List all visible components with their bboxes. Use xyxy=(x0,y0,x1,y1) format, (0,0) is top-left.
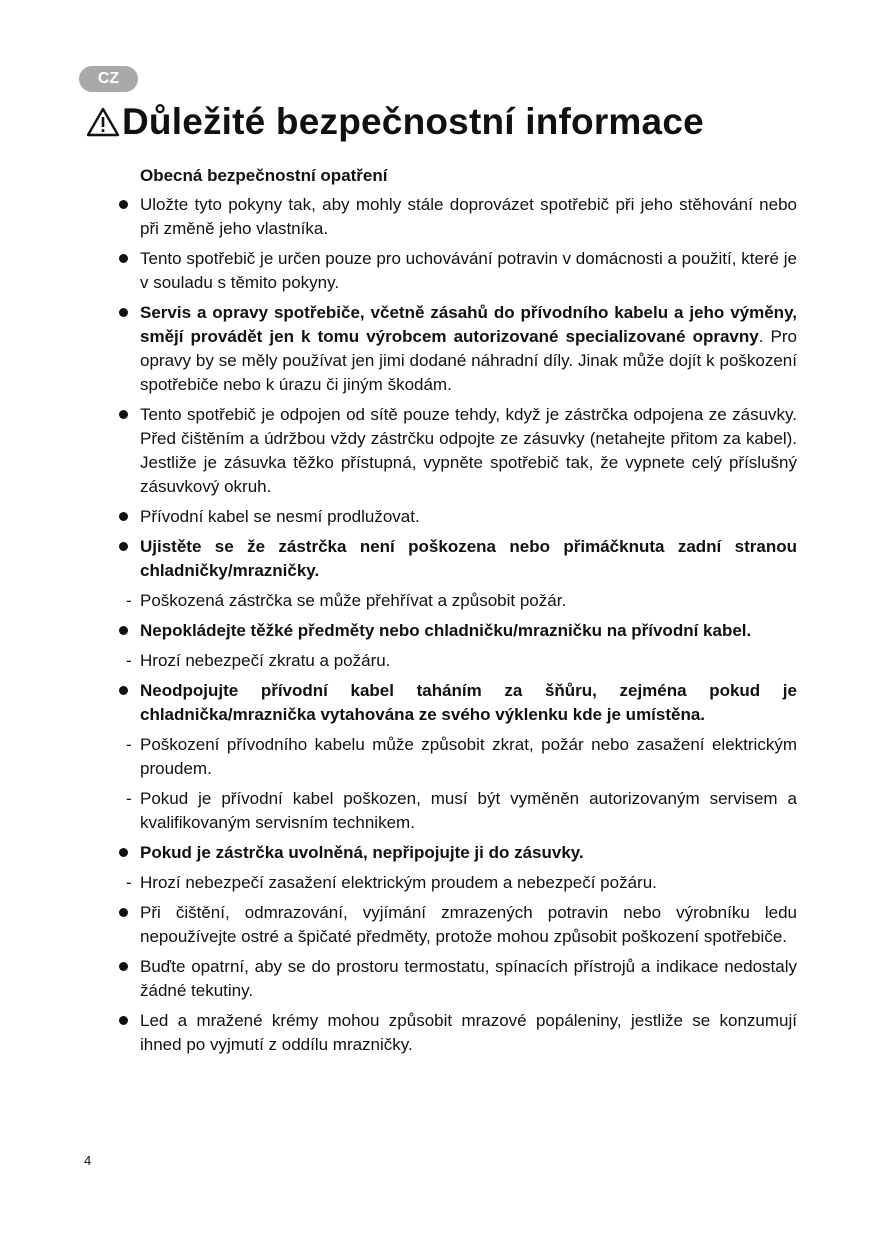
bullet-item xyxy=(116,1009,797,1057)
sub-note xyxy=(116,733,797,781)
bullet-item-text: Led a mražené krémy mohou způsobit mrazové popáleniny, jestliže se konzumují ihned po vyjmutí z oddílu mrazničky. xyxy=(140,1011,797,1054)
bullet-item xyxy=(116,841,797,865)
bullet-item-bold-text: Pokud je zástrčka uvolněná, nepřipojujte ji do zásuvky. xyxy=(140,843,584,862)
page-title xyxy=(86,100,704,144)
bullet-item-text: Tento spotřebič je odpojen od sítě pouze tehdy, když je zástrčka odpojena ze zásuvky. Před čištěním a údržbou vždy zástrčku odpojte ze zásuvky (netahejte přitom za kabel). Jestliže je zásuvka těžko přístupná, vypněte spotřebič tak, že vypnete celý příslušný zásuvkový okruh. xyxy=(140,405,797,496)
page-number: 4 xyxy=(84,1153,92,1168)
bullet-item-text: . Pro opravy by se měly používat jen jimi dodané náhradní díly. Jinak může dojít k poškození spotřebiče nebo k úrazu či jiným škodám. xyxy=(140,327,797,394)
bullet-item-bold-text: Nepokládejte těžké předměty nebo chladničku/mrazničku na přívodní kabel. xyxy=(140,621,752,640)
bullet-item-bold-text: Servis a opravy spotřebiče, včetně zásahů do přívodního kabelu a jeho výměny, smějí provádět jen k tomu výrobcem autorizované specializované opravny xyxy=(140,303,797,346)
sub-note xyxy=(116,589,797,613)
sub-note-text: Hrozí nebezpečí zasažení elektrickým proudem a nebezpečí požáru. xyxy=(140,873,657,892)
language-badge: CZ xyxy=(79,66,138,92)
bullet-item-text: Buďte opatrní, aby se do prostoru termostatu, spínacích přístrojů a indikace nedostaly žádné tekutiny. xyxy=(140,957,797,1000)
bullet-item-text: Při čištění, odmrazování, vyjímání zmrazených potravin nebo výrobníku ledu nepoužívejte ostré a špičaté předměty, protože mohou způsobit poškození spotřebiče. xyxy=(140,903,797,946)
safety-content xyxy=(116,164,797,1063)
sub-note-text: Pokud je přívodní kabel poškozen, musí být vyměněn autorizovaným servisem a kvalifikovaným servisním technikem. xyxy=(140,789,797,832)
sub-note xyxy=(116,649,797,673)
dash-marker: - xyxy=(126,873,132,892)
sub-note xyxy=(116,787,797,835)
dash-marker: - xyxy=(126,735,132,754)
dash-marker: - xyxy=(126,651,132,670)
section-subheading: Obecná bezpečnostní opatření xyxy=(140,166,388,185)
bullet-item-bold-text: Ujistěte se že zástrčka není poškozena nebo přimáčknuta zadní stranou chladničky/mrazničky. xyxy=(140,537,797,580)
bullet-item xyxy=(116,679,797,727)
bullet-item xyxy=(116,193,797,241)
bullet-item xyxy=(116,301,797,397)
bullet-item-text: Přívodní kabel se nesmí prodlužovat. xyxy=(140,507,420,526)
bullet-item xyxy=(116,955,797,1003)
dash-marker: - xyxy=(126,789,132,808)
dash-marker: - xyxy=(126,591,132,610)
bullet-item-bold-text: Neodpojujte přívodní kabel taháním za šňůru, zejména pokud je chladnička/mraznička vytahována ze svého výklenku kde je umístěna. xyxy=(140,681,797,724)
sub-note xyxy=(116,871,797,895)
warning-triangle-icon xyxy=(86,107,120,137)
bullet-item xyxy=(116,535,797,583)
sub-note-text: Hrozí nebezpečí zkratu a požáru. xyxy=(140,651,391,670)
bullet-item xyxy=(116,403,797,499)
sub-note-text: Poškození přívodního kabelu může způsobit zkrat, požár nebo zasažení elektrickým proudem. xyxy=(140,735,797,778)
bullet-item xyxy=(116,505,797,529)
bullet-item xyxy=(116,619,797,643)
bullet-item-text: Uložte tyto pokyny tak, aby mohly stále doprovázet spotřebič při jeho stěhování nebo při změně jeho vlastníka. xyxy=(140,195,797,238)
bullet-item xyxy=(116,247,797,295)
bullet-item-text: Tento spotřebič je určen pouze pro uchovávání potravin v domácnosti a použití, které je v souladu s těmito pokyny. xyxy=(140,249,797,292)
bullet-item xyxy=(116,901,797,949)
sub-note-text: Poškozená zástrčka se může přehřívat a způsobit požár. xyxy=(140,591,567,610)
page-title-text: Důležité bezpečnostní informace xyxy=(122,101,704,142)
